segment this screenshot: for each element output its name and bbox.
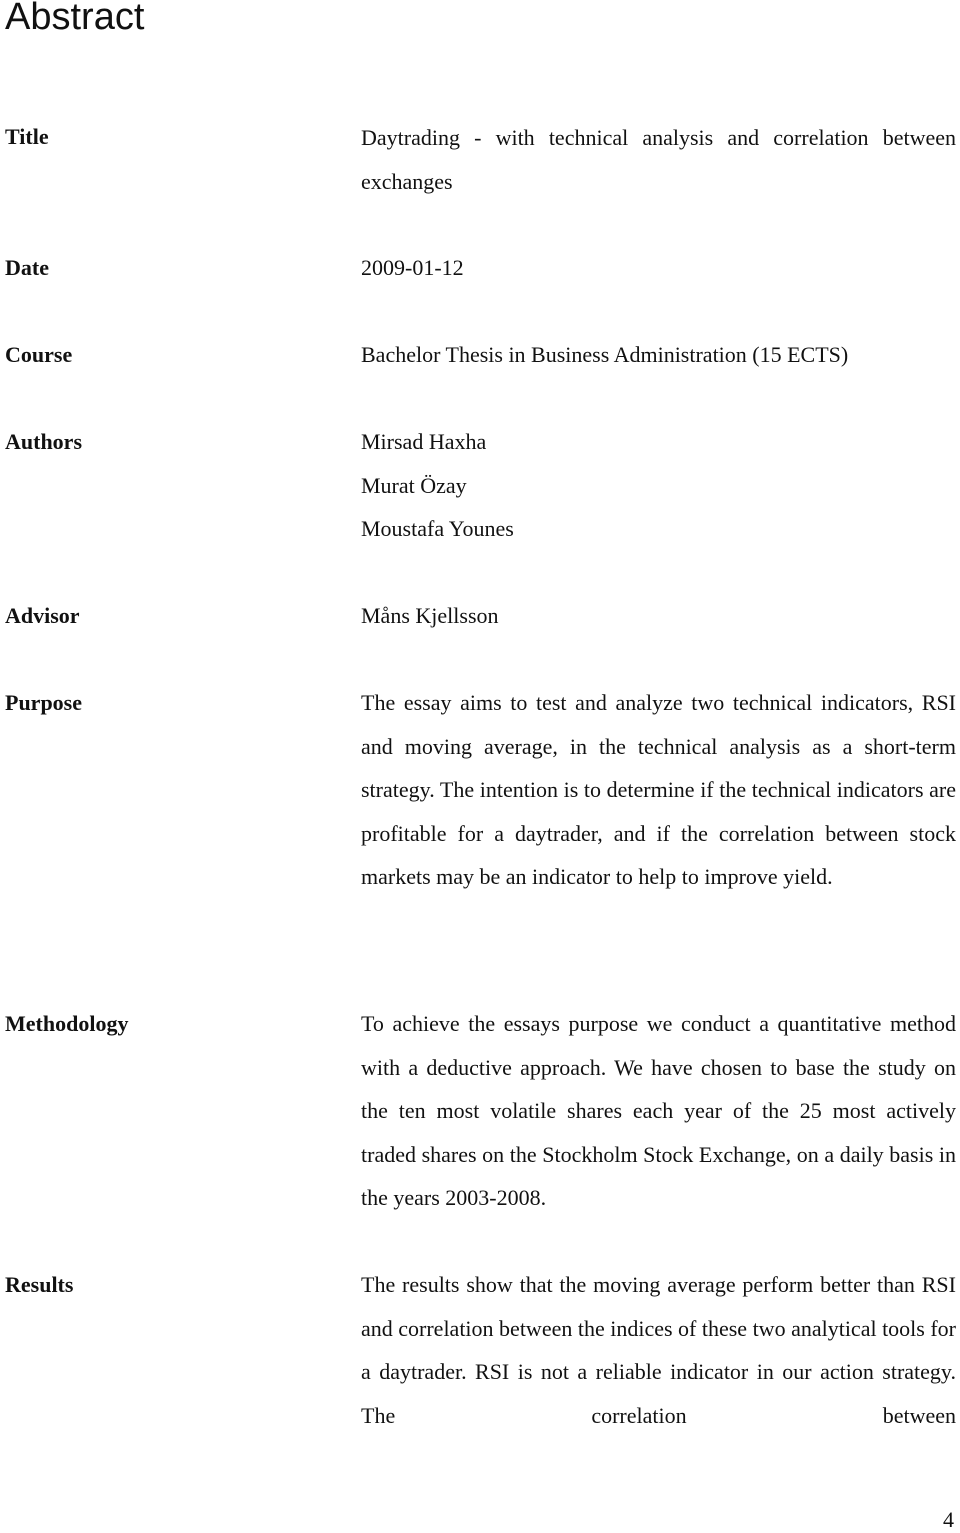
authors-label: Authors — [5, 429, 83, 454]
date-label: Date — [5, 255, 49, 280]
author-name: Mirsad Haxha — [361, 429, 487, 454]
methodology-value: To achieve the essays purpose we conduct a quantitative method with a deductive approach. We have chosen to base the study on the ten most volatile shares each year of the 25 most actively traded shares on the Stockholm Stock Exchange, on a daily basis in the years 2003-2008. — [361, 1011, 956, 1210]
course-value: Bachelor Thesis in Business Administration (15 ECTS) — [361, 342, 849, 367]
course-label: Course — [5, 342, 73, 367]
page-number: 4 — [943, 1507, 954, 1532]
page-heading: Abstract — [5, 0, 145, 38]
results-value: The results show that the moving average perform better than RSI and correlation between the indices of these two analytical tools for a daytrader. RSI is not a reliable indicator in our action strategy. The correlation between — [361, 1272, 957, 1428]
advisor-label: Advisor — [5, 603, 80, 628]
author-name: Murat Özay — [361, 472, 467, 498]
author-name: Moustafa Younes — [361, 516, 514, 541]
title-label: Title — [5, 124, 49, 149]
title-value: Daytrading - with technical analysis and correlation between exchanges — [361, 125, 956, 194]
date-value: 2009-01-12 — [361, 255, 464, 280]
purpose-value: The essay aims to test and analyze two technical indicators, RSI and moving average, in the technical analysis as a short-term strategy. The intention is to determine if the technical indicators are profitable for a daytrader, and if the correlation between stock markets may be an indicator to help to improve yield. — [361, 690, 956, 889]
purpose-label: Purpose — [5, 690, 82, 715]
results-label: Results — [5, 1272, 74, 1297]
advisor-value: Måns Kjellsson — [361, 603, 499, 628]
methodology-label: Methodology — [5, 1011, 129, 1036]
authors-list — [361, 420, 956, 551]
